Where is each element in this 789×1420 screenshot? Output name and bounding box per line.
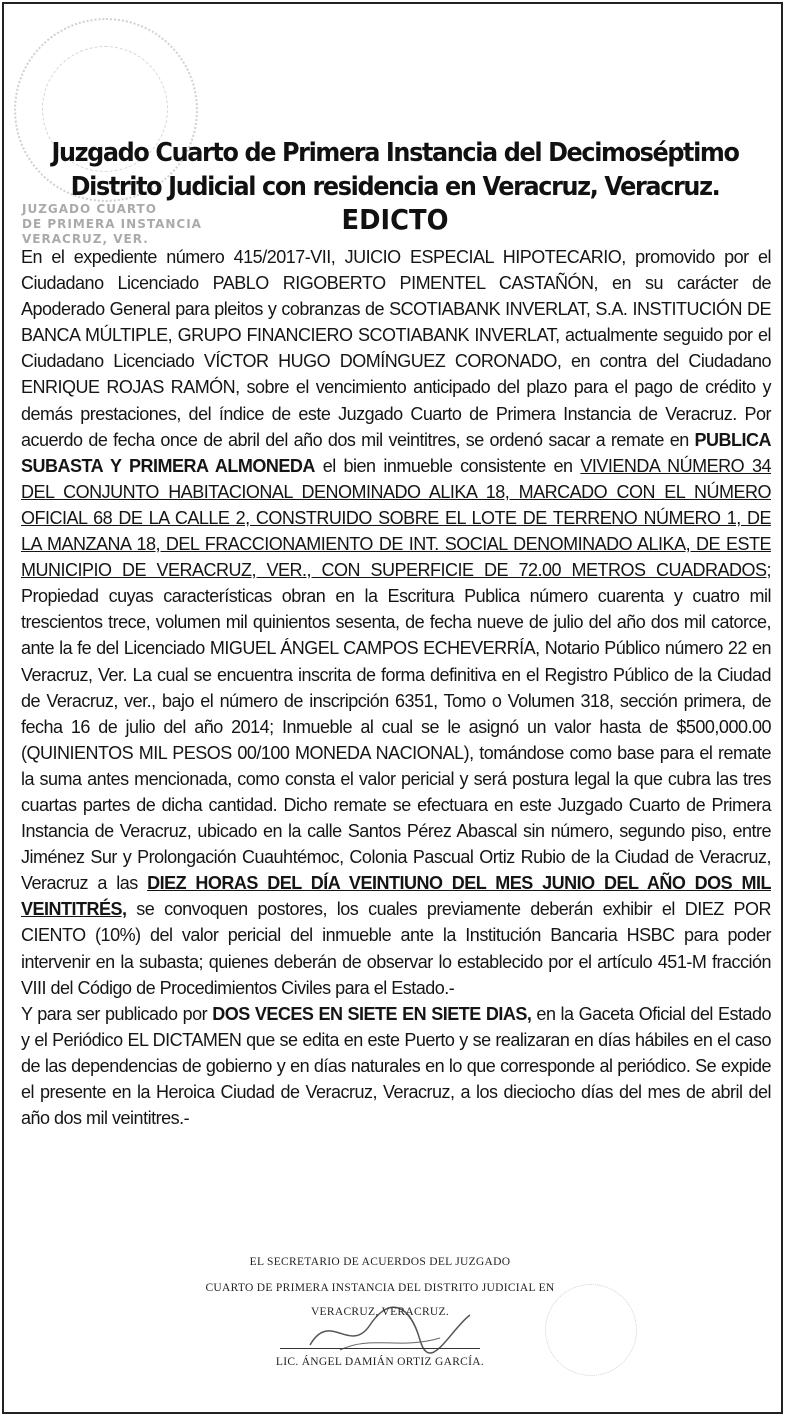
stamp-line-3: VERACRUZ, VER. <box>22 232 149 246</box>
signature-title-2: CUARTO DE PRIMERA INSTANCIA DEL DISTRITO JUDICIAL EN <box>205 1282 555 1294</box>
property-description: VIVIENDA NÚMERO 34 DEL CONJUNTO HABITACIONAL DENOMINADO ALIKA 18, MARCADO CON EL NÚMERO OFICIAL 68 DE LA CALLE 2, CONSTRUIDO SOBRE EL LOTE DE TERRENO NÚMERO 1, DE LA MANZANA 18, DEL FRACCIONAMIENTO DE INT. SOCIAL DENOMINADO ALIKA, DE ESTE MUNICIPIO DE VERACRUZ, VER., CON SUPERFICIE DE 72.00 METROS CUADRADOS; <box>21 455 771 581</box>
court-name-line-1: Juzgado Cuarto de Primera Instancia del Decimoséptimo <box>51 138 739 168</box>
paragraph-1 <box>21 244 771 1001</box>
signature-line <box>280 1348 480 1349</box>
text-span: Y para ser publicado por <box>21 1003 213 1024</box>
signature-title-3: VERACRUZ, VERACRUZ. <box>310 1306 450 1318</box>
signature-title-1: EL SECRETARIO DE ACUERDOS DEL JUZGADO <box>249 1256 511 1268</box>
edict-body <box>21 244 771 1131</box>
stamp-line-2: DE PRIMERA INSTANCIA <box>22 217 202 231</box>
signatory-name: LIC. ÁNGEL DAMIÁN ORTIZ GARCÍA. <box>275 1356 485 1368</box>
paragraph-2 <box>21 1001 771 1131</box>
auction-date: DIEZ HORAS DEL DÍA VEINTIUNO DEL MES JUNIO DEL AÑO DOS MIL VEINTITRÉS, <box>21 873 771 920</box>
text-span: el bien inmueble consistente en <box>314 455 581 476</box>
edict-title: EDICTO <box>341 203 449 236</box>
bold-auction-type: PUBLICA SUBASTA Y PRIMERA ALMONEDA <box>21 429 771 476</box>
text-span: se convoquen postores, los cuales previamente deberán exhibir el DIEZ POR CIENTO (10%) del valor pericial del inmueble ante la Institución Bancaria HSBC para poder intervenir en la subasta; quienes deberán de observar lo establecido por el artículo 451-M fracción VIII del Código de Procedimientos Civiles para el Estado.- <box>21 899 771 998</box>
court-name-line-2: Distrito Judicial con residencia en Veracruz, Veracruz. <box>70 172 720 202</box>
stamp-line-1: JUZGADO CUARTO <box>22 202 157 216</box>
text-span: En el expediente número 415/2017-VII, JUICIO ESPECIAL HIPOTECARIO, promovido por el Ciudadano Licenciado PABLO RIGOBERTO PIMENTEL CASTAÑÓN, en su carácter de Apoderado General para pleitos y cobranzas de SCOTIABANK INVERLAT, S.A. INSTITUCIÓN DE BANCA MÚLTIPLE, GRUPO FINANCIERO SCOTIABANK INVERLAT, actualmente seguido por el Ciudadano Licenciado VÍCTOR HUGO DOMÍNGUEZ CORONADO, en contra del Ciudadano ENRIQUE ROJAS RAMÓN, sobre el vencimiento anticipado del plazo para el pago de crédito y demás prestaciones, del índice de este Juzgado Cuarto de Primera Instancia de Veracruz. Por acuerdo de fecha once de abril del año dos mil veintitres, se ordenó sacar a remate en <box>21 247 771 450</box>
text-span: en la Gaceta Oficial del Estado y el Periódico EL DICTAMEN que se edita en este Puerto y se realizaran en días hábiles en el caso de las dependencias de gobierno y en días naturales en lo que corresponde al periódico. Se expide el presente en la Heroica Ciudad de Veracruz, Veracruz, a los dieciocho días del mes de abril del año dos mil veintitres.- <box>21 1003 772 1129</box>
text-span: Propiedad cuyas características obran en la Escritura Publica número cuarenta y cuatro mil trescientos trece, volumen mil quinientos sesenta, de fecha nueve de julio del año dos mil catorce, ante la fe del Licenciado MIGUEL ÁNGEL CAMPOS ECHEVERRÍA, Notario Público número 22 en Veracruz, Ver. La cual se encuentra inscrita de forma definitiva en el Registro Público de la Ciudad de Veracruz, ver., bajo el número de inscripción 6351, Tomo o Volumen 318, sección primera, de fecha 16 de julio del año 2014; Inmueble al cual se le asignó un valor hasta de $500,000.00 (QUINIENTOS MIL PESOS 00/100 MONEDA NACIONAL), tomándose como base para el remate la suma antes mencionada, como consta el valor pericial y será postura legal la que cubra las tres cuartas partes de dicha cantidad. Dicho remate se efectuara en este Juzgado Cuarto de Primera Instancia de Veracruz, ubicado en la calle Santos Pérez Abascal sin número, segundo piso, entre Jiménez Sur y Prolongación Cuauhtémoc, Colonia Pascual Ortiz Rubio de la Ciudad de Veracruz, Veracruz a las <box>21 586 771 894</box>
publication-frequency: DOS VECES EN SIETE EN SIETE DIAS, <box>212 1003 532 1024</box>
